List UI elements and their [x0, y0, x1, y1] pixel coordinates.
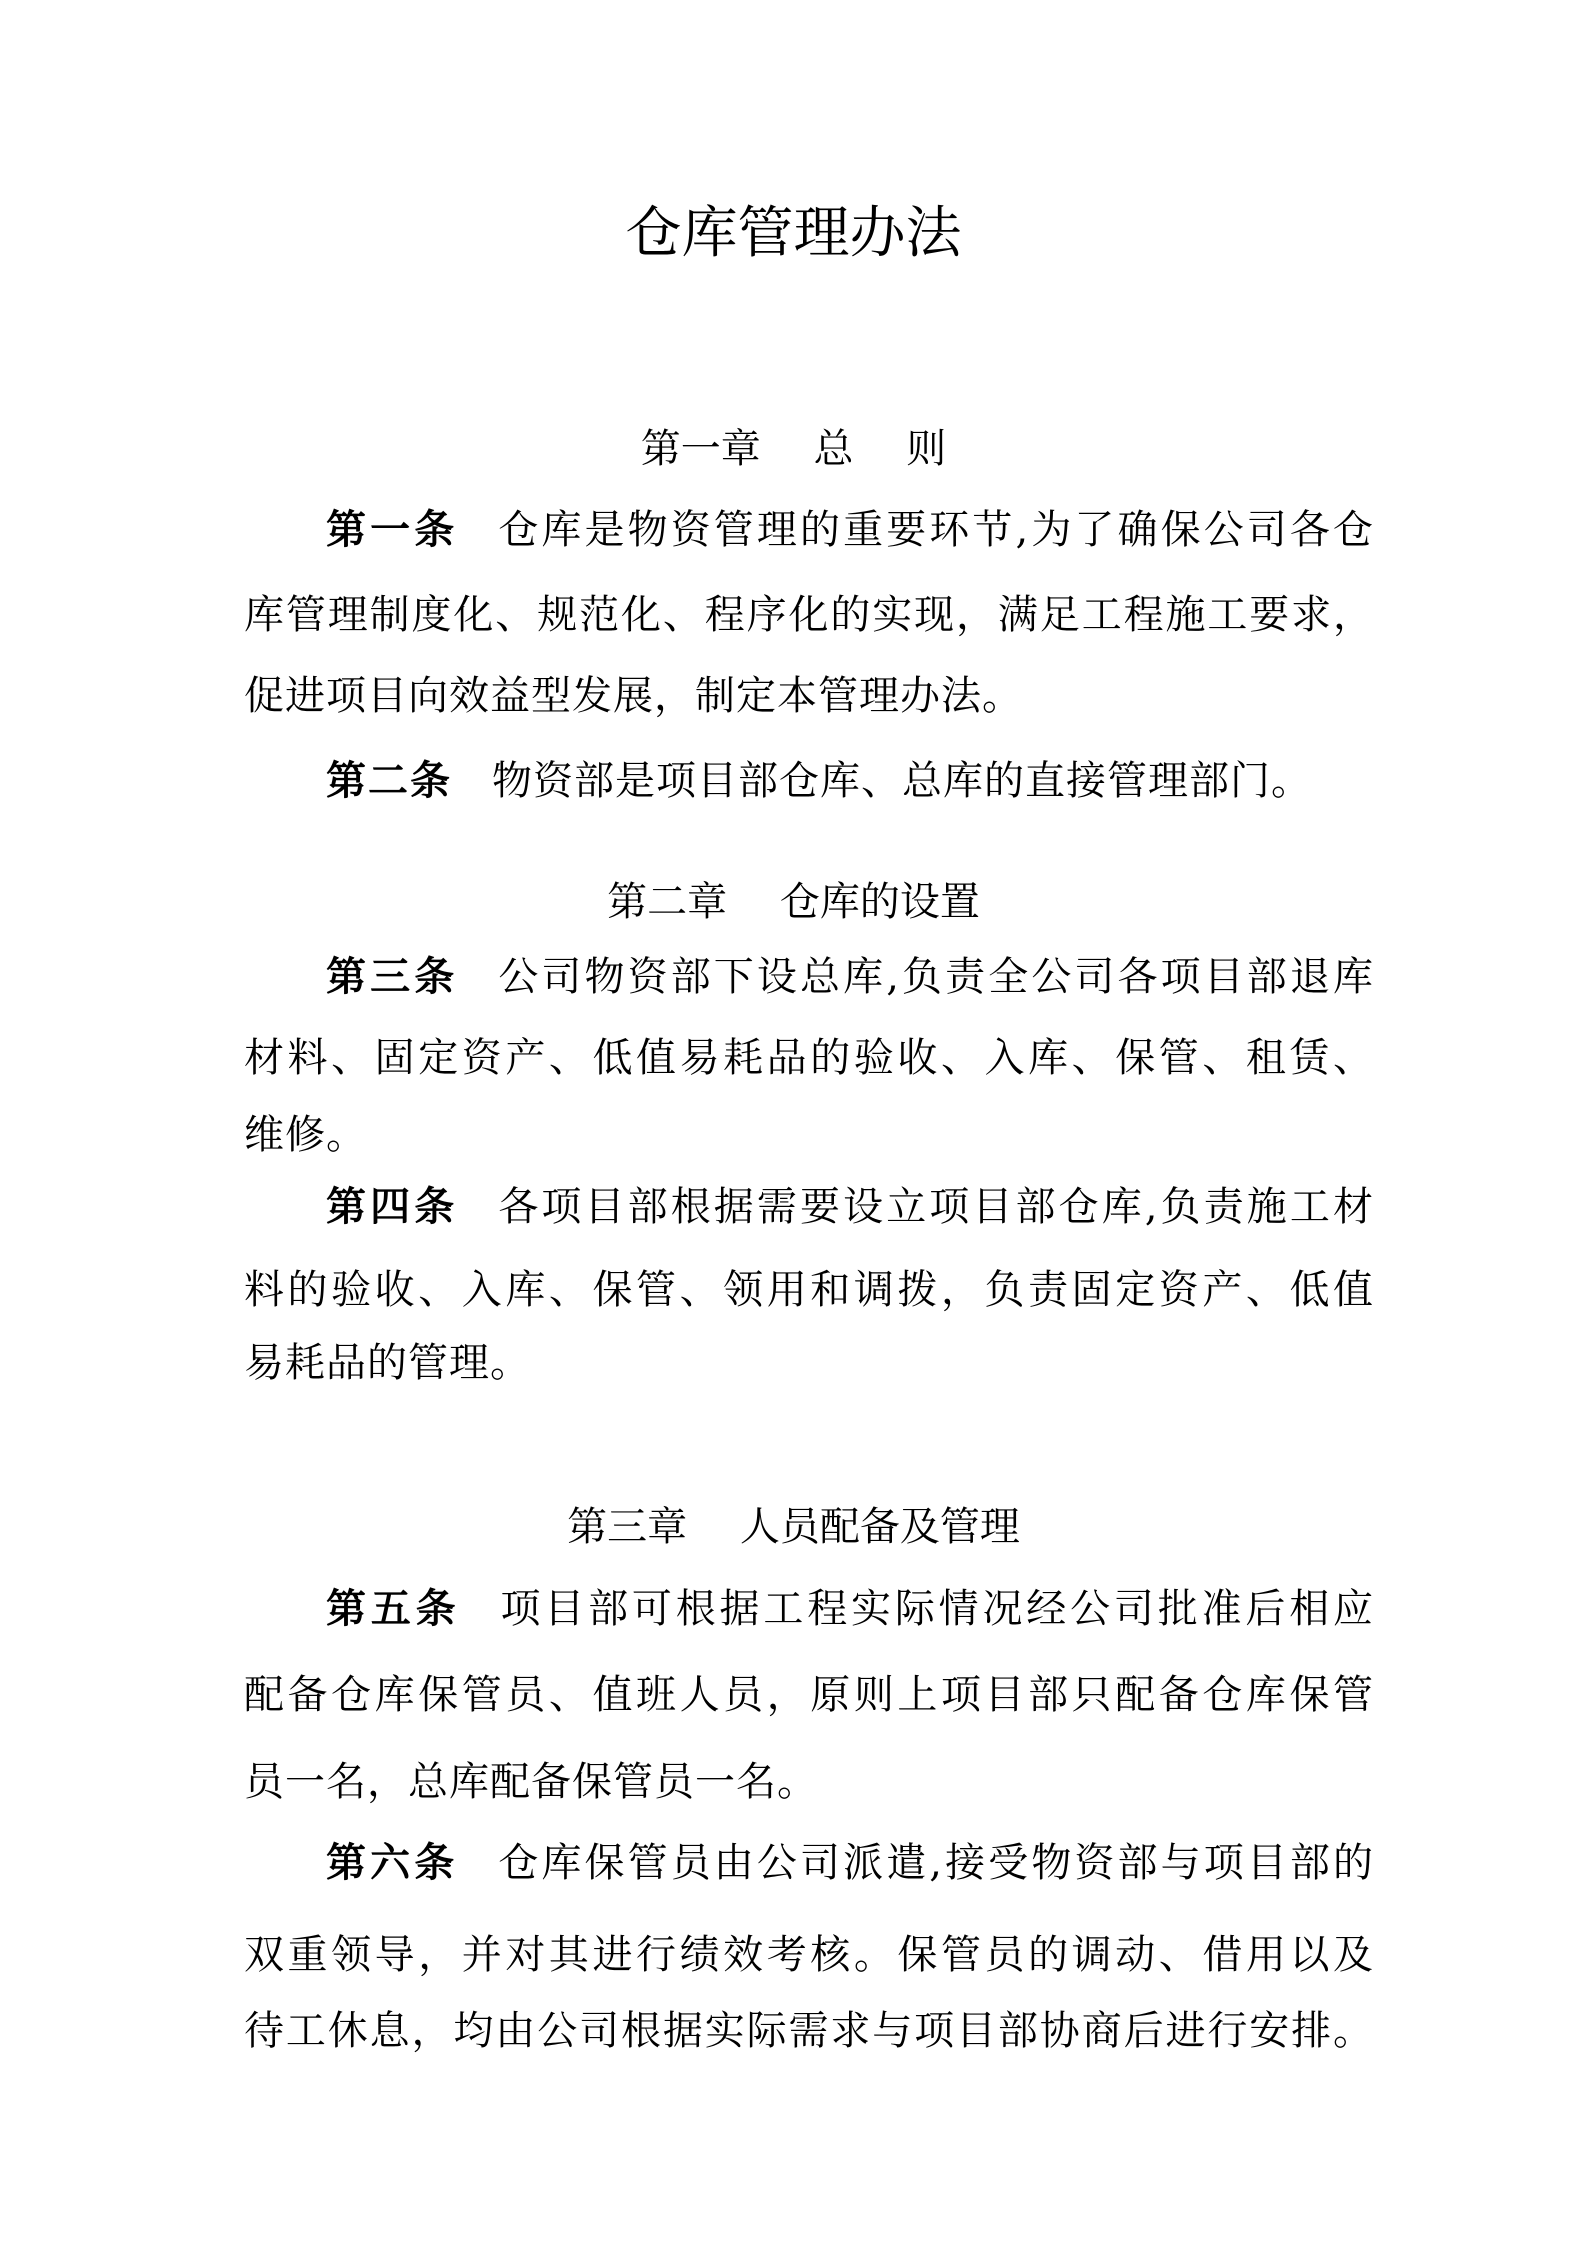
article-4-line-2: 料的验收、入库、保管、领用和调拨，负责固定资产、低值 — [244, 1267, 1374, 1313]
article-3-line-2: 材料、固定资产、低值易耗品的验收、入库、保管、租赁、 — [244, 1035, 1374, 1081]
article-6-line-3: 待工休息，均由公司根据实际需求与项目部协商后进行安排。 — [244, 2008, 1374, 2054]
article-3-line-1: 第三条 公司物资部下设总库,负责全公司各项目部退库 — [326, 953, 1375, 1000]
article-4-line-1: 第四条 各项目部根据需要设立项目部仓库,负责施工材 — [326, 1183, 1375, 1230]
article-5-line-3: 员一名，总库配备保管员一名。 — [244, 1759, 818, 1805]
article-5-line-1: 第五条 项目部可根据工程实际情况经公司批准后相应 — [326, 1585, 1375, 1632]
article-6-line-2: 双重领导，并对其进行绩效考核。保管员的调动、借用以及 — [244, 1932, 1374, 1978]
article-4-line-3: 易耗品的管理。 — [244, 1340, 531, 1386]
article-2-line-1: 第二条 物资部是项目部仓库、总库的直接管理部门。 — [326, 757, 1312, 804]
article-6-line-1: 第六条 仓库保管员由公司派遣,接受物资部与项目部的 — [326, 1839, 1375, 1886]
article-label: 第三条 — [326, 953, 459, 1000]
chapter-heading-1: 第一章 总 则 — [640, 426, 947, 472]
document-title: 仓库管理办法 — [625, 201, 962, 266]
article-label: 第六条 — [326, 1839, 459, 1886]
article-1-line-2: 库管理制度化、规范化、程序化的实现，满足工程施工要求， — [244, 592, 1374, 638]
article-label: 第二条 — [326, 757, 452, 804]
chapter-heading-3: 第三章 人员配备及管理 — [567, 1504, 1020, 1550]
article-label: 第一条 — [326, 506, 459, 553]
article-1-line-3: 促进项目向效益型发展，制定本管理办法。 — [244, 673, 1023, 719]
article-1-line-1: 第一条 仓库是物资管理的重要环节,为了确保公司各仓 — [326, 506, 1375, 553]
article-label: 第四条 — [326, 1183, 459, 1230]
chapter-heading-2: 第二章 仓库的设置 — [607, 879, 980, 925]
article-5-line-2: 配备仓库保管员、值班人员，原则上项目部只配备仓库保管 — [244, 1672, 1374, 1718]
article-label: 第五条 — [326, 1585, 461, 1632]
article-3-line-3: 维修。 — [244, 1112, 367, 1158]
